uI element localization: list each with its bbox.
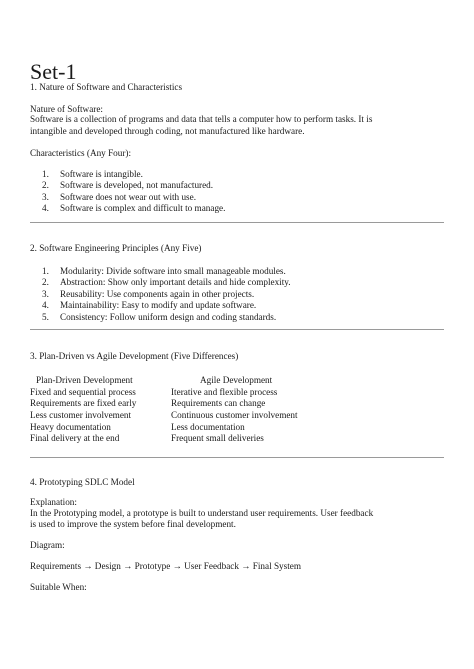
table-cell: Iterative and flexible process bbox=[171, 387, 278, 397]
section-divider bbox=[30, 329, 444, 330]
list-item: 3. Software does not wear out with use. bbox=[42, 191, 196, 202]
diagram-label: Diagram: bbox=[30, 540, 65, 550]
list-item: 3. Reusability: Use components again in other projects. bbox=[42, 288, 255, 299]
nature-text-line-2: intangible and developed through coding, not manufactured like hardware. bbox=[30, 126, 305, 136]
list-item: 2. Software is developed, not manufactured. bbox=[42, 180, 214, 191]
list-item: 4. Software is complex and difficult to manage. bbox=[42, 203, 226, 214]
table-cell: Less documentation bbox=[171, 422, 245, 432]
characteristics-label: Characteristics (Any Four): bbox=[30, 148, 132, 158]
explanation-text-line-1: In the Prototyping model, a prototype is built to understand user requirements. User feedback bbox=[30, 508, 374, 518]
section-2-heading: 2. Software Engineering Principles (Any Five) bbox=[30, 243, 202, 253]
list-item: 2. Abstraction: Show only important details and hide complexity. bbox=[42, 277, 291, 288]
explanation-label: Explanation: bbox=[30, 497, 77, 507]
document-title: Set-1 bbox=[30, 59, 77, 84]
section-3-heading: 3. Plan-Driven vs Agile Development (Five Differences) bbox=[30, 351, 239, 361]
list-item: 4. Maintainability: Easy to modify and update software. bbox=[42, 300, 257, 311]
comparison-table bbox=[0, 375, 474, 455]
table-cell: Less customer involvement bbox=[30, 410, 132, 420]
table-header-agile: Agile Development bbox=[200, 375, 273, 385]
section-1-heading: 1. Nature of Software and Characteristics bbox=[30, 82, 183, 92]
table-cell: Frequent small deliveries bbox=[171, 433, 264, 443]
table-cell: Continuous customer involvement bbox=[171, 410, 298, 420]
list-item: 1. Software is intangible. bbox=[42, 169, 143, 179]
section-divider bbox=[30, 457, 444, 458]
nature-label: Nature of Software: bbox=[30, 104, 103, 114]
table-cell: Requirements are fixed early bbox=[30, 398, 137, 408]
table-cell: Heavy documentation bbox=[30, 422, 111, 432]
explanation-text-line-2: is used to improve the system before final development. bbox=[30, 519, 236, 529]
table-cell: Fixed and sequential process bbox=[30, 387, 136, 397]
diagram-flow: Requirements → Design → Prototype → User Feedback → Final System bbox=[30, 561, 301, 571]
suitable-when-label: Suitable When: bbox=[30, 582, 87, 592]
characteristics-list bbox=[30, 169, 225, 215]
table-cell: Requirements can change bbox=[171, 398, 266, 408]
list-item: 5. Consistency: Follow uniform design and coding standards. bbox=[42, 311, 277, 322]
nature-text-line-1: Software is a collection of programs and data that tells a computer how to perform tasks. It is bbox=[30, 114, 373, 124]
list-item: 1. Modularity: Divide software into small manageable modules. bbox=[42, 266, 286, 276]
principles-list bbox=[30, 266, 291, 323]
section-divider bbox=[30, 222, 444, 223]
section-4-heading: 4. Prototyping SDLC Model bbox=[30, 477, 135, 487]
table-header-plan-driven: Plan-Driven Development bbox=[36, 375, 133, 385]
table-cell: Final delivery at the end bbox=[30, 433, 120, 443]
